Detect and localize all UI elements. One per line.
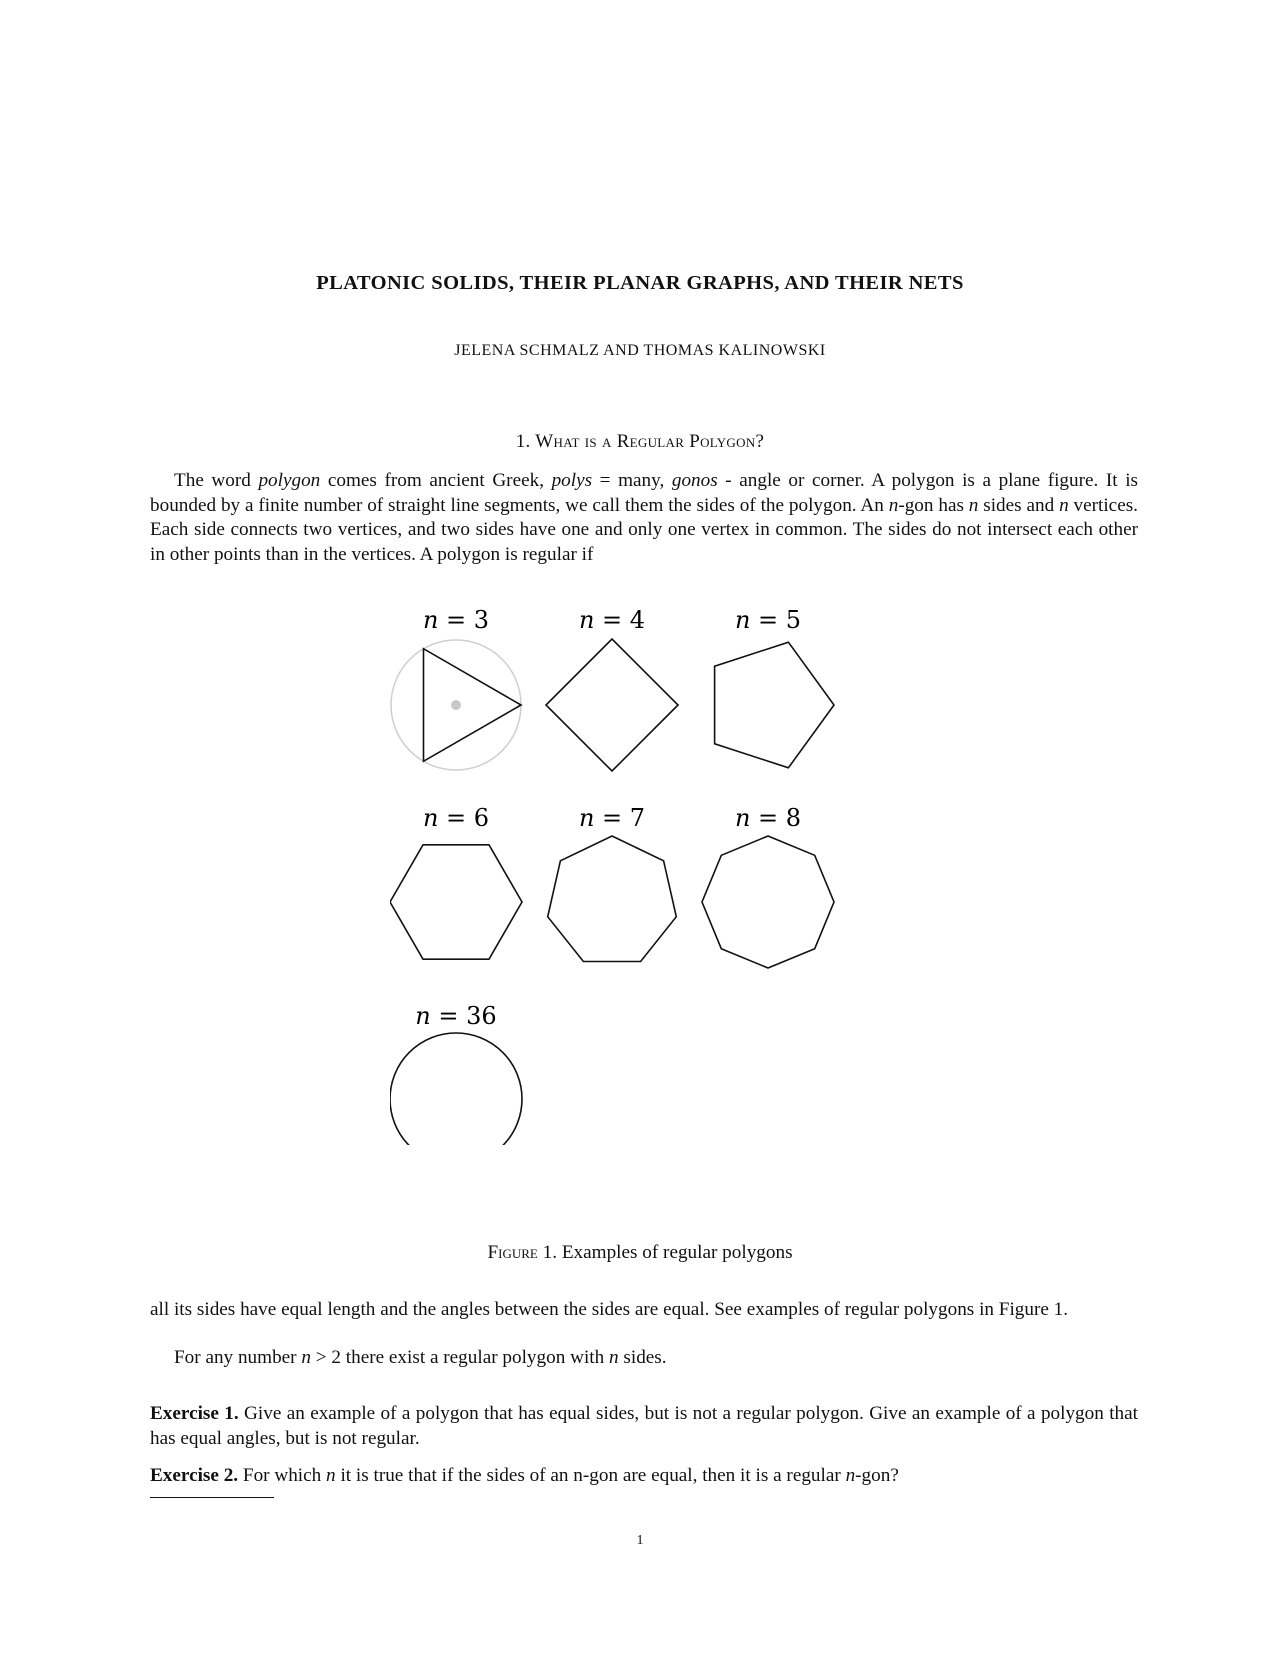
polygon-label-n36 <box>415 1002 496 1030</box>
paragraph-intro: The word polygon comes from ancient Greek, polys = many, gonos - angle or corner. A polygon is a plane figure. It is bounded by a finite number of straight line segments, we call them the sides of the polygon. An n-gon has n sides and n vertices. Each side connects two vertices, and two sides have one and only one vertex in common. The sides do not intersect each other in other points than in the vertices. A polygon is regular if <box>150 470 1139 565</box>
figure-regular-polygons <box>390 605 890 1145</box>
polygon-label-n7 <box>579 804 645 832</box>
square-n4 <box>546 639 678 771</box>
heptagon-n7 <box>548 836 677 962</box>
figure-caption: Figure 1. Examples of regular polygons <box>487 1242 793 1263</box>
hexagon-n6 <box>390 845 522 959</box>
polygon-label-n4 <box>579 606 645 634</box>
svg-text:n = 36: n = 36 <box>415 1002 497 1030</box>
polygon-label-n6 <box>423 804 489 832</box>
footnote-rule <box>150 1497 274 1498</box>
svg-text:n = 7: n = 7 <box>578 804 646 832</box>
svg-text:n = 3: n = 3 <box>422 606 490 634</box>
paper-title: PLATONIC SOLIDS, THEIR PLANAR GRAPHS, AND THEIR NETS <box>316 272 964 294</box>
svg-text:n = 6: n = 6 <box>422 804 490 832</box>
triangle-n3 <box>424 649 522 762</box>
exercise-1: Exercise 1. Give an example of a polygon that has equal sides, but is not a regular polygon. Give an example of a polygon that has equal angles, but is not regular. <box>150 1403 1138 1449</box>
exercise-2: Exercise 2. For which n it is true that if the sides of an n-gon are equal, then it is a regular n-gon? <box>150 1465 899 1486</box>
paragraph-existence: For any number n > 2 there exist a regular polygon with n sides. <box>174 1347 667 1368</box>
section-heading: 1. What is a Regular Polygon? <box>515 431 765 452</box>
svg-text:n = 8: n = 8 <box>734 804 802 832</box>
center-point-n3 <box>451 700 461 710</box>
polygon-label-n3 <box>423 606 489 634</box>
octagon-n8 <box>702 836 834 968</box>
polygon-label-n8 <box>735 804 801 832</box>
pentagon-n5 <box>715 642 834 768</box>
paper-authors: JELENA SCHMALZ AND THOMAS KALINOWSKI <box>454 342 826 359</box>
svg-text:n = 5: n = 5 <box>734 606 802 634</box>
svg-text:n = 4: n = 4 <box>578 606 646 634</box>
polygon-n36 <box>390 1033 522 1145</box>
paragraph-regular-definition: all its sides have equal length and the angles between the sides are equal. See examples of regular polygons in Figure 1. <box>150 1299 1069 1320</box>
page-number: 1 <box>636 1533 644 1548</box>
polygon-label-n5 <box>735 606 801 634</box>
